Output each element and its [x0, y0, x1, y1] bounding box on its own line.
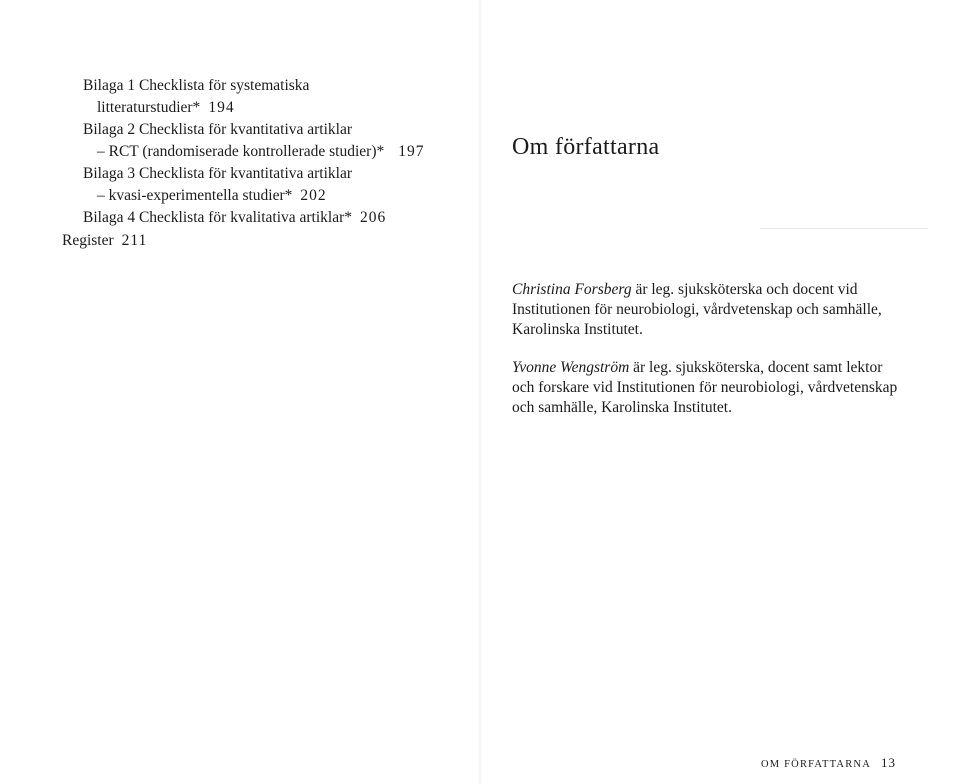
- page-number: 13: [881, 755, 896, 770]
- page-footer: [761, 755, 896, 771]
- register-page-number: 211: [121, 232, 148, 249]
- toc-entry-subtitle-text: – RCT (randomiserade kontrollerade studier)*: [97, 143, 385, 160]
- toc-register: [62, 232, 147, 250]
- table-of-contents: [83, 75, 463, 229]
- divider: [760, 228, 928, 229]
- toc-entry-bilaga-2: [83, 119, 463, 163]
- author-description: är leg. sjuksköterska och docent vid Institutionen för neurobiologi, vårdvetenskap och samhälle, Karolinska Institutet.: [512, 281, 882, 338]
- toc-entry-bilaga-4: [83, 207, 463, 229]
- toc-entry-subtitle-text: – kvasi-experimentella studier*: [97, 187, 293, 204]
- toc-entry-subtitle-text: litteraturstudier*: [97, 99, 201, 116]
- toc-entry-title-text: Bilaga 4 Checklista för kvalitativa artiklar*: [83, 209, 353, 226]
- toc-page-number: 197: [398, 143, 425, 160]
- toc-entry-title: Bilaga 1 Checklista för systematiska: [83, 77, 310, 94]
- toc-entry-title: [83, 207, 463, 229]
- toc-entry-title: Bilaga 2 Checklista för kvantitativa artiklar: [83, 121, 353, 138]
- toc-page-number: 206: [360, 209, 387, 226]
- running-head: OM FÖRFATTARNA: [761, 759, 871, 770]
- toc-entry-bilaga-3: [83, 163, 463, 207]
- author-name: Christina Forsberg: [512, 281, 632, 298]
- toc-entry-subtitle: [83, 185, 463, 207]
- toc-entry-subtitle: [83, 97, 463, 119]
- author-bio-forsberg: [512, 280, 902, 340]
- author-bio-wengstrom: [512, 358, 902, 418]
- toc-entry-title: Bilaga 3 Checklista för kvantitativa artiklar: [83, 165, 353, 182]
- author-name: Yvonne Wengström: [512, 359, 630, 376]
- author-description: är leg. sjuksköterska, docent samt lektor och forskare vid Institutionen för neurobiologi, vårdvetenskap och samhälle, Karolinska Institutet.: [512, 359, 898, 416]
- toc-entry-subtitle: [83, 141, 463, 163]
- toc-entry-bilaga-1: [83, 75, 463, 119]
- register-label: Register: [62, 232, 114, 249]
- chapter-title: Om författarna: [512, 134, 660, 160]
- toc-page-number: 202: [300, 187, 327, 204]
- toc-page-number: 194: [208, 99, 235, 116]
